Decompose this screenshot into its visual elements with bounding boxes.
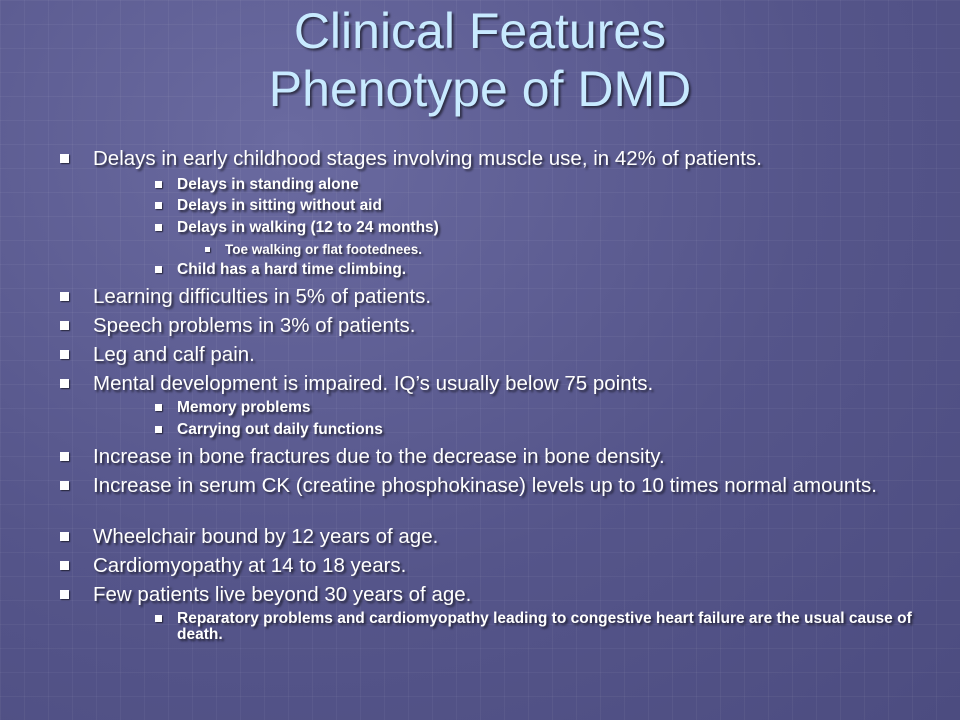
- square-bullet-icon: [60, 379, 69, 388]
- list-item: [155, 262, 915, 278]
- square-bullet-icon: [155, 224, 162, 231]
- bullet-list: [0, 142, 960, 720]
- list-item-text: Delays in early childhood stages involving muscle use, in 42% of patients.: [93, 147, 762, 170]
- square-bullet-icon: [155, 181, 162, 188]
- title-line-2: Phenotype of DMD: [268, 61, 692, 117]
- list-item: [60, 344, 890, 365]
- square-bullet-icon: [205, 247, 210, 252]
- square-bullet-icon: [60, 452, 69, 461]
- square-bullet-icon: [155, 426, 162, 433]
- list-item-text: Leg and calf pain.: [93, 343, 255, 366]
- list-item: [60, 286, 890, 307]
- square-bullet-icon: [60, 532, 69, 541]
- list-item-text: Speech problems in 3% of patients.: [93, 314, 416, 337]
- list-item: [60, 584, 890, 605]
- list-item: [60, 555, 890, 576]
- list-item: [60, 475, 890, 496]
- list-item-text: Toe walking or flat footednees.: [225, 242, 423, 257]
- square-bullet-icon: [155, 266, 162, 273]
- list-item-text: Delays in sitting without aid: [177, 197, 382, 214]
- list-item-text: Child has a hard time climbing.: [177, 261, 407, 278]
- square-bullet-icon: [60, 481, 69, 490]
- square-bullet-icon: [155, 404, 162, 411]
- list-item: [155, 611, 915, 643]
- list-item-text: Delays in standing alone: [177, 176, 359, 193]
- list-item: [60, 148, 890, 169]
- list-item: [155, 422, 915, 438]
- list-item: [60, 315, 890, 336]
- list-item-text: Wheelchair bound by 12 years of age.: [93, 525, 439, 548]
- square-bullet-icon: [60, 154, 69, 163]
- list-item-text: Mental development is impaired. IQ’s usually below 75 points.: [93, 372, 654, 395]
- slide-title: [0, 0, 960, 118]
- list-item: [155, 400, 915, 416]
- list-item: [155, 198, 915, 214]
- list-item-text: Increase in bone fractures due to the decrease in bone density.: [93, 445, 665, 468]
- list-item-text: Reparatory problems and cardiomyopathy leading to congestive heart failure are the usual cause of death.: [177, 610, 912, 643]
- list-item: [60, 373, 890, 394]
- list-item-text: Few patients live beyond 30 years of age.: [93, 583, 472, 606]
- list-item: [155, 220, 915, 236]
- list-item-text: Cardiomyopathy at 14 to 18 years.: [93, 554, 407, 577]
- title-line-1: Clinical Features: [293, 3, 667, 59]
- list-item: [205, 243, 905, 257]
- list-item-text: Delays in walking (12 to 24 months): [177, 219, 439, 236]
- square-bullet-icon: [155, 615, 162, 622]
- square-bullet-icon: [60, 350, 69, 359]
- list-item: [60, 446, 890, 467]
- square-bullet-icon: [60, 292, 69, 301]
- list-item-text: Memory problems: [177, 399, 311, 416]
- square-bullet-icon: [60, 561, 69, 570]
- list-item-text: Learning difficulties in 5% of patients.: [93, 285, 432, 308]
- square-bullet-icon: [155, 202, 162, 209]
- list-item: [60, 526, 890, 547]
- list-item-text: Carrying out daily functions: [177, 421, 383, 438]
- list-item: [155, 177, 915, 193]
- square-bullet-icon: [60, 321, 69, 330]
- list-item-text: Increase in serum CK (creatine phosphokinase) levels up to 10 times normal amounts.: [93, 474, 877, 497]
- square-bullet-icon: [60, 590, 69, 599]
